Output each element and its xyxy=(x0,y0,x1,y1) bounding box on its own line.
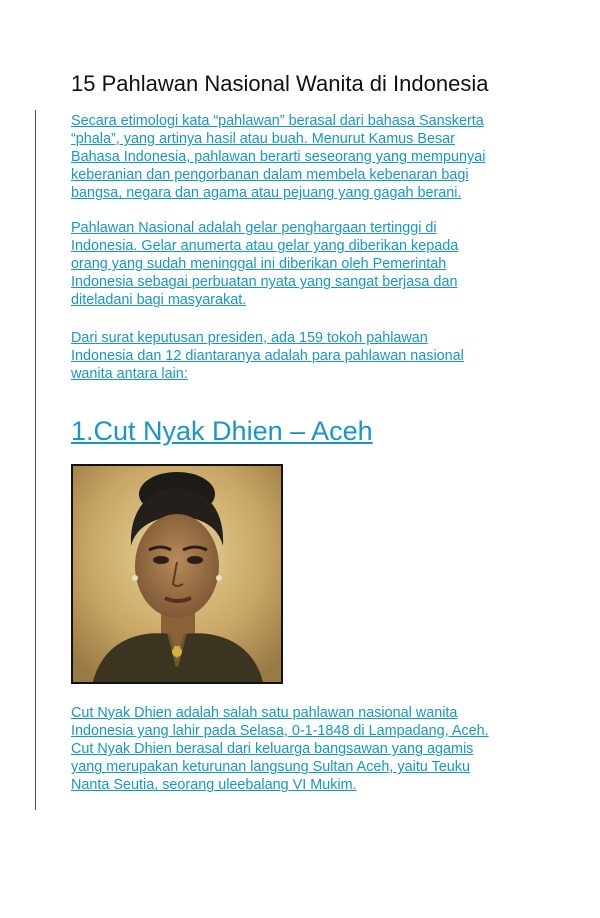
margin-rule xyxy=(35,110,36,810)
portrait-illustration xyxy=(73,466,281,682)
portrait-image xyxy=(71,464,283,684)
paragraph-intro-list[interactable]: Dari surat keputusan presiden, ada 159 tokoh pahlawan Indonesia dan 12 diantaranya adalah para pahlawan nasional wanita antara lain: xyxy=(71,330,464,383)
paragraph-definition[interactable]: Pahlawan Nasional adalah gelar penghargaan tertinggi di Indonesia. Gelar anumerta atau gelar yang diberikan kepada orang yang sudah meninggal ini diberikan oleh Pemerintah Indonesia sebagai perbuatan nyata yang sangat berjasa dan diteladani bagi masyarakat. xyxy=(71,220,459,309)
paragraph-etymology[interactable]: Secara etimologi kata “pahlawan” berasal dari bahasa Sanskerta “phala”, yang artinya hasil atau buah. Menurut Kamus Besar Bahasa Indonesia, pahlawan berarti seseorang yang mempunyai keberanian dan pengorbanan dalam membela kebenaran bagi bangsa, negara dan agama atau pejuang yang gagah berani. xyxy=(71,113,486,202)
document-title: 15 Pahlawan Nasional Wanita di Indonesia xyxy=(71,71,489,96)
paragraph-cut-nyak-dhien-bio[interactable]: Cut Nyak Dhien adalah salah satu pahlawan nasional wanita Indonesia yang lahir pada Selasa, 0-1-1848 di Lampadang, Aceh. Cut Nyak Dhien berasal dari keluarga bangsawan yang agamis yang merupakan keturunan langsung Sultan Aceh, yaitu Teuku Nanta Seutia, seorang uleebalang VI Mukim. xyxy=(71,705,489,794)
section-heading-cut-nyak-dhien[interactable]: 1.Cut Nyak Dhien – Aceh xyxy=(71,416,373,446)
